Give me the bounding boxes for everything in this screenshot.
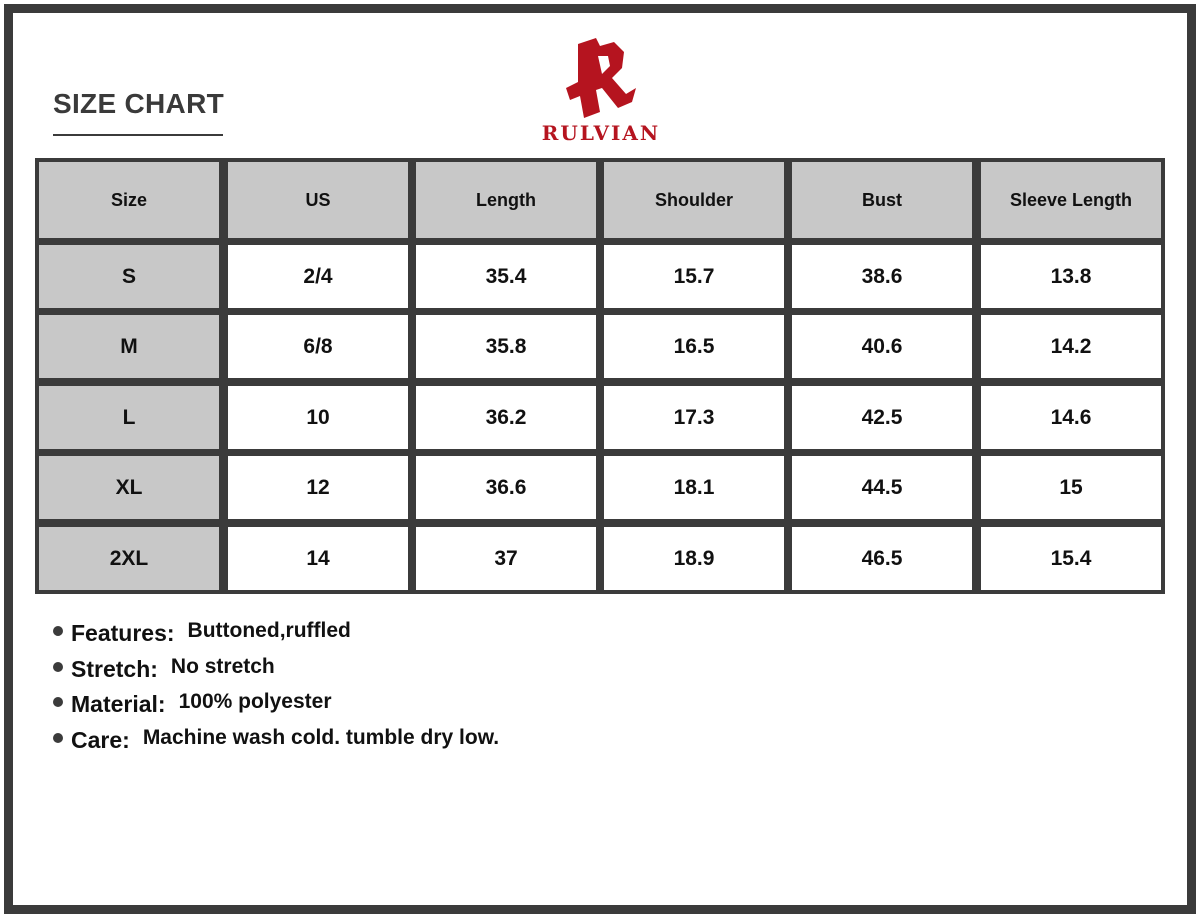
product-features-list	[53, 620, 499, 762]
table-cell: 36.2	[416, 386, 596, 449]
bullet-icon	[53, 626, 63, 636]
size-label-cell: XL	[39, 456, 219, 519]
feature-value: No stretch	[170, 654, 275, 678]
brand-logo	[528, 38, 674, 146]
title-underline	[53, 134, 223, 136]
table-cell: 17.3	[604, 386, 784, 449]
header-cell: Bust	[792, 162, 972, 238]
table-cell: 40.6	[792, 315, 972, 378]
header-cell: Size	[39, 162, 219, 238]
size-label-cell: 2XL	[39, 527, 219, 590]
table-cell: 2/4	[228, 245, 408, 308]
bullet-icon	[53, 733, 63, 743]
feature-item	[53, 620, 499, 656]
table-cell: 37	[416, 527, 596, 590]
feature-value: 100% polyester	[178, 690, 332, 713]
feature-item	[53, 656, 499, 692]
size-chart-table	[35, 158, 1165, 594]
feature-label: Material:	[71, 691, 166, 717]
table-cell: 18.9	[604, 527, 784, 590]
feature-label: Features:	[71, 620, 175, 646]
table-cell: 12	[228, 456, 408, 519]
feature-value: Machine wash cold. tumble dry low.	[142, 725, 500, 749]
table-cell: 35.8	[416, 315, 596, 378]
header-cell: Length	[416, 162, 596, 238]
page-title: SIZE CHART	[53, 88, 224, 119]
feature-label: Stretch:	[71, 655, 158, 682]
table-cell: 15	[981, 456, 1161, 519]
header-cell: US	[228, 162, 408, 238]
table-cell: 13.8	[981, 245, 1161, 308]
table-cell: 15.4	[981, 527, 1161, 590]
table-cell: 6/8	[228, 315, 408, 378]
table-cell: 46.5	[792, 527, 972, 590]
bullet-icon	[53, 697, 63, 707]
feature-label: Care:	[71, 726, 130, 753]
feature-item	[53, 727, 499, 763]
feature-item	[53, 691, 499, 727]
size-label-cell: S	[39, 245, 219, 308]
feature-value: Buttoned,ruffled	[187, 619, 351, 642]
bullet-icon	[53, 662, 63, 672]
size-label-cell: M	[39, 315, 219, 378]
table-cell: 14.6	[981, 386, 1161, 449]
table-cell: 18.1	[604, 456, 784, 519]
table-cell: 35.4	[416, 245, 596, 308]
table-cell: 15.7	[604, 245, 784, 308]
table-cell: 44.5	[792, 456, 972, 519]
header-cell: Sleeve Length	[981, 162, 1161, 238]
header-cell: Shoulder	[604, 162, 784, 238]
table-cell: 16.5	[604, 315, 784, 378]
table-cell: 10	[228, 386, 408, 449]
brand-name: RULVIAN	[541, 121, 661, 145]
table-cell: 36.6	[416, 456, 596, 519]
table-cell: 14.2	[981, 315, 1161, 378]
rulvian-r-logo-icon	[566, 38, 638, 118]
table-cell: 42.5	[792, 386, 972, 449]
table-cell: 38.6	[792, 245, 972, 308]
table-cell: 14	[228, 527, 408, 590]
size-label-cell: L	[39, 386, 219, 449]
